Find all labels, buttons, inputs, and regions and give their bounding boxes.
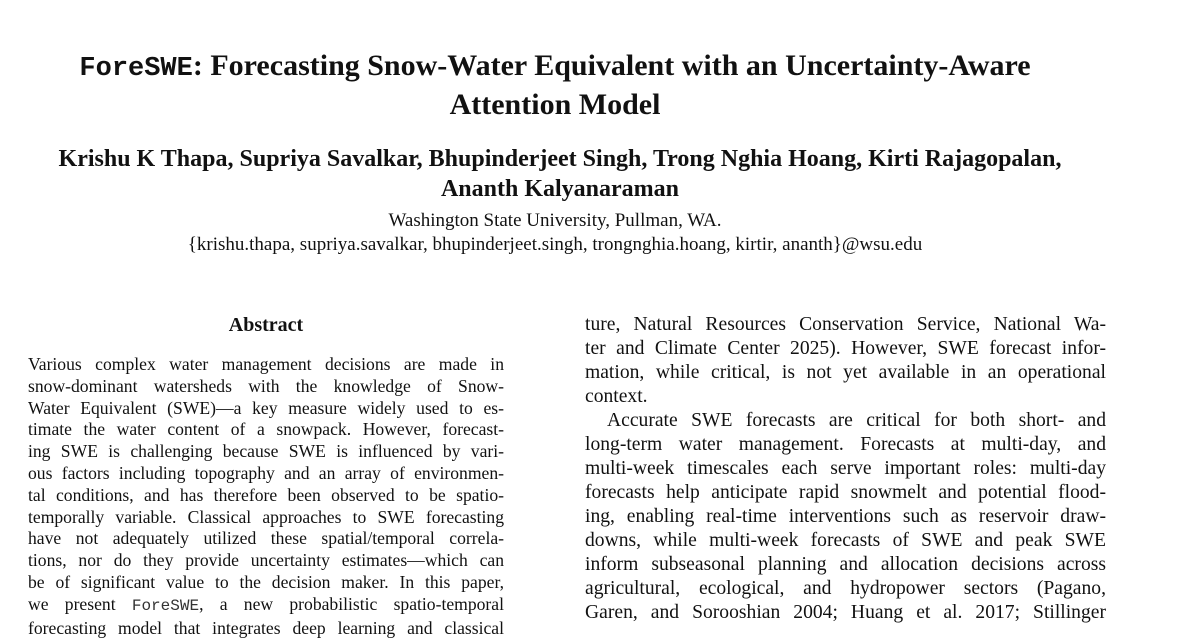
abstract-model-name: ForeSWE [131, 596, 200, 615]
body-line: forecasts help anticipate rapid snowmelt and potential flood- [585, 482, 1106, 503]
abstract-line: ous factors including topography and an array of environmen- [28, 462, 504, 483]
body-line: agricultural, ecological, and hydropower sectors (Pagano, [585, 578, 1106, 599]
abstract-line: forecasting model that integrates deep learning and classical [28, 617, 504, 638]
abstract-line: Various complex water management decisions are made in [28, 354, 504, 374]
abstract-heading: Abstract [228, 314, 304, 336]
abstract-body [28, 354, 504, 639]
authors-line2: Ananth Kalyanaraman [440, 176, 680, 202]
abstract-line: timate the water content of a snowpack. However, forecast- [28, 419, 504, 440]
authors-line1: Krishu K Thapa, Supriya Savalkar, Bhupinderjeet Singh, Trong Nghia Hoang, Kirti Rajagopalan, [58, 146, 1062, 172]
body-line: downs, while multi-week forecasts of SWE and peak SWE [585, 530, 1106, 551]
abstract-line: snow-dominant watersheds with the knowledge of Snow- [28, 375, 504, 396]
author-emails: {krishu.thapa, supriya.savalkar, bhupinderjeet.singh, trongnghia.hoang, kirtir, ananth}@wsu.edu [187, 234, 923, 255]
affiliation-block [0, 209, 1110, 257]
author-list [0, 144, 1120, 204]
abstract-line: ing SWE is challenging because SWE is influenced by vari- [28, 441, 504, 462]
body-line: inform subseasonal planning and allocation decisions across [585, 554, 1106, 575]
abstract-line-post: , a new probabilistic spatio-temporal [199, 593, 504, 614]
affiliation: Washington State University, Pullman, WA. [388, 210, 722, 231]
abstract-line: be of significant value to the decision maker. In this paper, [28, 571, 504, 592]
body-line: context. [585, 386, 648, 407]
title-line1: : Forecasting Snow-Water Equivalent with an Uncertainty-Aware [192, 49, 1031, 82]
abstract-line: temporally variable. Classical approaches to SWE forecasting [28, 506, 504, 527]
abstract-line: tal conditions, and has therefore been observed to be spatio- [28, 484, 504, 505]
body-line: Garen, and Sorooshian 2004; Huang et al. 2017; Stillinger [585, 602, 1106, 623]
abstract-line-pre: we present [28, 593, 132, 614]
body-line: long-term water management. Forecasts at multi-day, and [585, 434, 1106, 455]
title-line2: Attention Model [449, 88, 661, 121]
body-line: ter and Climate Center 2025). However, SWE forecast infor- [585, 338, 1106, 359]
body-line: multi-week timescales each serve important roles: multi-day [585, 458, 1106, 479]
body-line: ture, Natural Resources Conservation Service, National Wa- [585, 314, 1106, 335]
abstract-line-with-model [28, 594, 504, 618]
right-column-body [585, 313, 1106, 625]
abstract-line: Water Equivalent (SWE)—a key measure widely used to es- [28, 397, 504, 418]
body-line: mation, while critical, is not yet available in an operational [585, 362, 1106, 383]
paper-title [0, 48, 1110, 123]
abstract-line: have not adequately utilized these spatial/temporal correla- [28, 528, 504, 549]
abstract-line: tions, nor do they provide uncertainty estimates—which can [28, 550, 504, 571]
body-line: Accurate SWE forecasts are critical for both short- and [607, 410, 1106, 431]
title-model-name: ForeSWE [79, 54, 193, 84]
body-line: ing, enabling real-time interventions such as reservoir draw- [585, 506, 1106, 527]
